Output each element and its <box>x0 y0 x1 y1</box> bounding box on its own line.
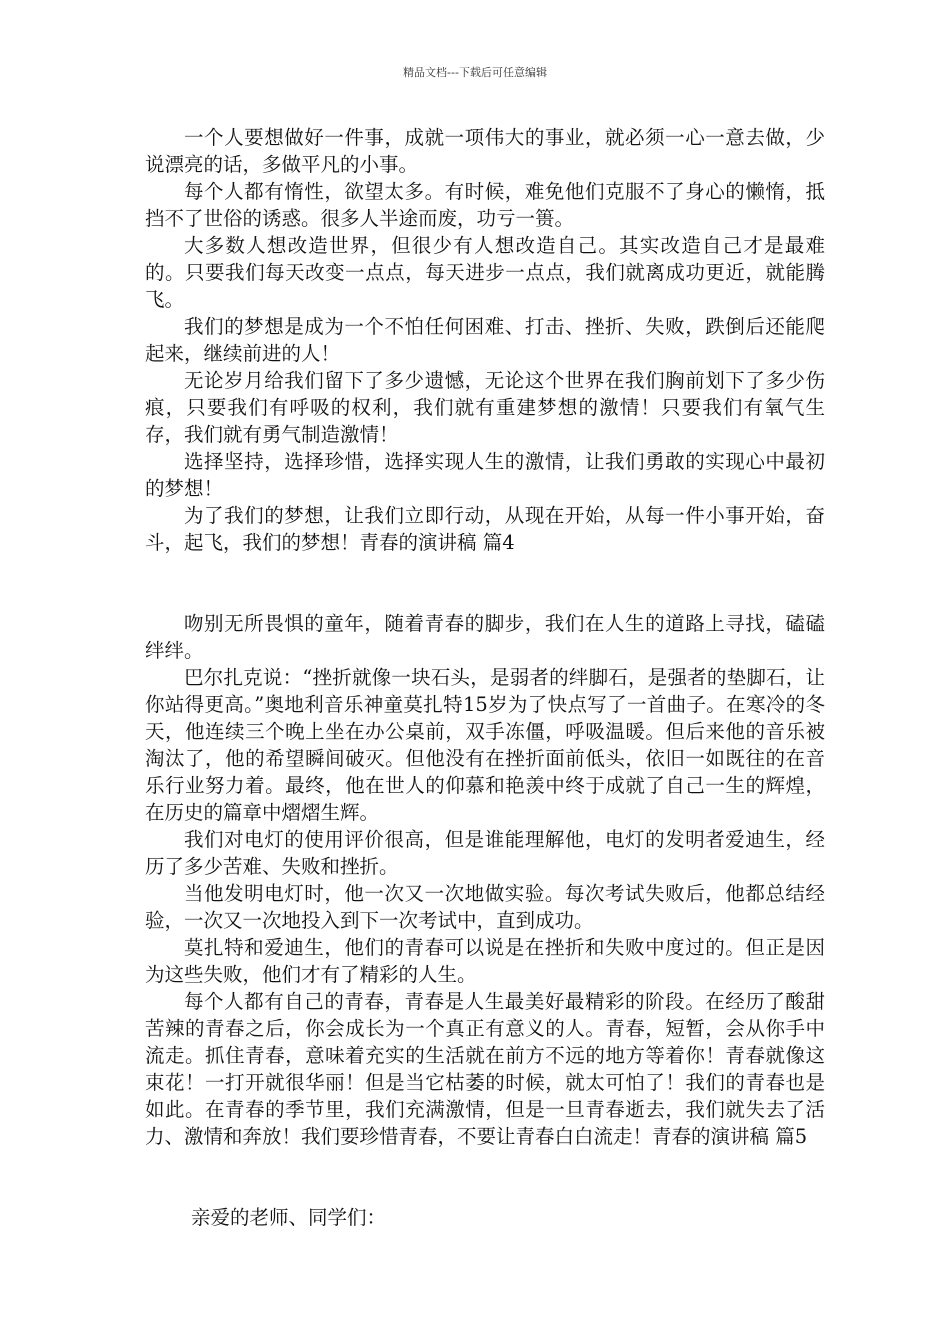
paragraph: 为了我们的梦想，让我们立即行动，从现在开始，从每一件小事开始，奋斗，起飞，我们的梦想！青春的演讲稿 篇4 <box>145 504 825 554</box>
page-header: 精品文档---下载后可任意编辑 <box>403 66 547 79</box>
paragraph: 巴尔扎克说：“挫折就像一块石头，是弱者的绊脚石，是强者的垫脚石，让你站得更高。”奥地利音乐神童莫扎特15岁为了快点写了一首曲子。在寒冷的冬天，他连续三个晚上坐在办公桌前，双手冻僵，呼吸温暖。但后来他的音乐被淘汰了，他的希望瞬间破灭。但他没有在挫折面前低头，依旧一如既往的在音乐行业努力着。最终，他在世人的仰慕和艳羡中终于成就了自己一生的辉煌，在历史的篇章中熠熠生辉。 <box>145 666 825 824</box>
paragraph: 我们的梦想是成为一个不怕任何困难、打击、挫折、失败，跌倒后还能爬起来，继续前进的人！ <box>145 315 825 365</box>
section-gap <box>145 1150 825 1204</box>
paragraph: 一个人要想做好一件事，成就一项伟大的事业，就必须一心一意去做，少说漂亮的话，多做平凡的小事。 <box>145 126 825 176</box>
greeting-line: 亲爱的老师、同学们： <box>191 1206 387 1229</box>
section-gap <box>145 556 825 610</box>
paragraph: 我们对电灯的使用评价很高，但是谁能理解他，电灯的发明者爱迪生，经历了多少苦难、失败和挫折。 <box>145 828 825 878</box>
paragraph: 吻别无所畏惧的童年，随着青春的脚步，我们在人生的道路上寻找，磕磕绊绊。 <box>145 612 825 662</box>
document-body <box>145 124 825 1231</box>
paragraph: 当他发明电灯时，他一次又一次地做实验。每次考试失败后，他都总结经验，一次又一次地投入到下一次考试中，直到成功。 <box>145 882 825 932</box>
paragraph: 选择坚持，选择珍惜，选择实现人生的激情，让我们勇敢的实现心中最初的梦想！ <box>145 450 825 500</box>
paragraph: 每个人都有自己的青春，青春是人生最美好最精彩的阶段。在经历了酸甜苦辣的青春之后，你会成长为一个真正有意义的人。青春，短暂，会从你手中流走。抓住青春，意味着充实的生活就在前方不远的地方等着你！青春就像这束花！一打开就很华丽！但是当它枯萎的时候，就太可怕了！我们的青春也是如此。在青春的季节里，我们充满激情，但是一旦青春逝去，我们就失去了活力、激情和奔放！我们要珍惜青春，不要让青春白白流走！青春的演讲稿 篇5 <box>145 990 825 1148</box>
paragraph: 无论岁月给我们留下了多少遗憾，无论这个世界在我们胸前划下了多少伤痕，只要我们有呼吸的权利，我们就有重建梦想的激情！只要我们有氧气生存，我们就有勇气制造激情！ <box>145 369 825 446</box>
paragraph: 每个人都有惰性，欲望太多。有时候，难免他们克服不了身心的懒惰，抵挡不了世俗的诱惑。很多人半途而废，功亏一篑。 <box>145 180 825 230</box>
paragraph: 大多数人想改造世界，但很少有人想改造自己。其实改造自己才是最难的。只要我们每天改变一点点，每天进步一点点，我们就离成功更近，就能腾飞。 <box>145 234 825 311</box>
paragraph: 莫扎特和爱迪生，他们的青春可以说是在挫折和失败中度过的。但正是因为这些失败，他们才有了精彩的人生。 <box>145 936 825 986</box>
